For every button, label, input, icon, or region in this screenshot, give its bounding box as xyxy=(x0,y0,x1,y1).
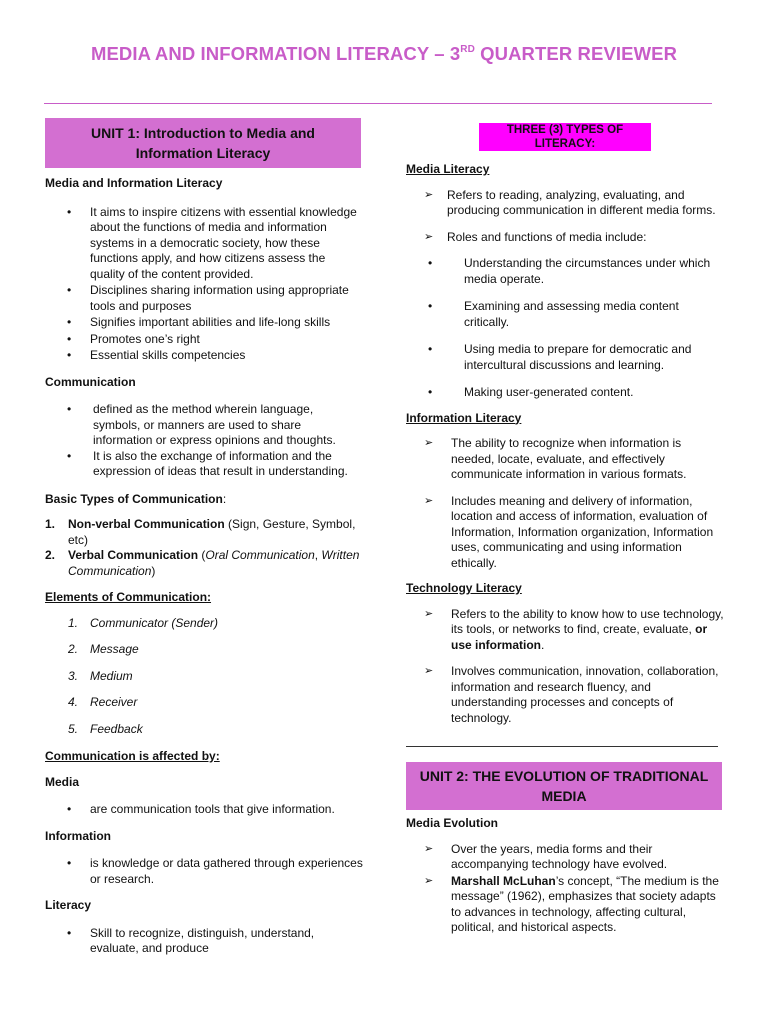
media-heading: Media xyxy=(45,774,80,789)
element-label: Message xyxy=(90,642,139,656)
communication-item: • It is also the exchange of information and the expression of ideas that result in understanding. xyxy=(45,449,363,480)
role-text: Examining and assessing media content critically. xyxy=(464,299,679,329)
mil-heading: Media and Information Literacy xyxy=(45,176,223,190)
communication-item: • defined as the method wherein language, symbols, or manners are used to share information or express opinions and thoughts. xyxy=(45,402,363,449)
element-item xyxy=(45,642,363,658)
basic-types-list xyxy=(45,517,363,579)
basic-type-name: Non-verbal Communication xyxy=(68,517,225,531)
information-literacy-item: ➢ Includes meaning and delivery of information, location and access of information, evaluation of Information, Information organization, Information uses, communicating and using information ethically. xyxy=(406,494,724,572)
technology-literacy-list xyxy=(406,607,724,727)
mil-item: • Signifies important abilities and life-long skills xyxy=(45,315,363,331)
basic-type-number: 2. xyxy=(45,548,56,562)
literacy-heading: Literacy xyxy=(45,898,92,912)
literacy-item: • Skill to recognize, distinguish, understand, evaluate, and produce xyxy=(45,926,363,957)
element-number: 4. xyxy=(68,695,79,709)
unit2-title-box: UNIT 2: THE EVOLUTION OF TRADITIONAL MEDIA xyxy=(406,762,722,810)
mil-item: • Promotes one’s right xyxy=(45,332,363,348)
mil-item: • It aims to inspire citizens with essential knowledge about the functions of media and information systems in a democratic society, how these functions apply, and how citizens assess the quality of the content provided. xyxy=(45,205,363,283)
tech-item-period: . xyxy=(541,637,545,652)
basic-type-name: Verbal Communication xyxy=(68,548,199,562)
element-label: Feedback xyxy=(90,721,143,736)
communication-list xyxy=(45,402,363,480)
information-literacy-heading: Information Literacy xyxy=(406,410,522,425)
title-superscript: RD xyxy=(460,44,475,55)
role-item xyxy=(406,342,724,373)
element-item xyxy=(45,616,363,632)
media-evolution-heading: Media Evolution xyxy=(406,816,499,830)
media-evolution-item xyxy=(406,874,724,936)
page-title xyxy=(0,43,768,64)
element-label: Communicator (Sender) xyxy=(90,615,219,630)
unit1-title-box: UNIT 1: Introduction to Media and Information Literacy xyxy=(45,118,361,168)
elements-heading: Elements of Communication: xyxy=(45,590,212,604)
role-text: Understanding the circumstances under which media operate. xyxy=(464,256,711,286)
element-number: 1. xyxy=(68,615,79,630)
media-literacy-heading: Media Literacy xyxy=(406,162,490,176)
role-item xyxy=(406,299,724,330)
information-literacy-list xyxy=(406,436,724,571)
media-literacy-list xyxy=(406,188,724,246)
mcluhan-name: Marshall McLuhan xyxy=(451,873,556,888)
element-number: 2. xyxy=(68,642,79,656)
media-evolution-item: ➢ Over the years, media forms and their accompanying technology have evolved. xyxy=(406,842,724,873)
media-literacy-item: ➢ Refers to reading, analyzing, evaluating, and producing communication in different media forms. xyxy=(406,188,724,219)
technology-literacy-heading: Technology Literacy xyxy=(406,581,522,595)
right-column xyxy=(406,123,724,936)
roles-list xyxy=(406,256,724,401)
element-item xyxy=(45,695,363,711)
element-item xyxy=(45,722,363,738)
section-divider xyxy=(406,746,718,747)
basic-type-item xyxy=(45,548,363,579)
basic-type-detail-written: Written Communication xyxy=(68,548,360,578)
title-end: QUARTER REVIEWER xyxy=(474,43,678,64)
basic-type-close: ) xyxy=(151,563,156,578)
basic-types-heading-text: Basic Types of Communication xyxy=(45,491,223,506)
basic-type-detail-oral: Oral Communication xyxy=(205,548,315,562)
mil-item: • Disciplines sharing information using appropriate tools and purposes xyxy=(45,283,363,314)
element-number: 3. xyxy=(68,668,79,683)
basic-type-detail: (Sign, Gesture, Symbol, etc) xyxy=(68,517,356,547)
types-of-literacy-label: THREE (3) TYPES OF LITERACY: xyxy=(479,123,651,151)
element-number: 5. xyxy=(68,721,79,736)
technology-literacy-item xyxy=(406,607,724,654)
media-item: • are communication tools that give information. xyxy=(45,802,363,818)
communication-heading: Communication xyxy=(45,374,136,389)
mil-item: • Essential skills competencies xyxy=(45,348,363,364)
basic-type-open: ( xyxy=(198,548,206,562)
media-literacy-item: ➢ Roles and functions of media include: xyxy=(406,230,724,246)
tech-item-text: Refers to the ability to know how to use technology, its tools, or networks to find, create, evaluate, xyxy=(451,606,724,636)
role-item xyxy=(406,256,724,287)
elements-list xyxy=(45,616,363,738)
left-column xyxy=(45,118,363,957)
basic-type-sep: , xyxy=(314,548,322,562)
tech-item-bold: or use information xyxy=(451,622,708,652)
mil-list xyxy=(45,205,363,364)
element-label: Receiver xyxy=(90,695,138,709)
element-item xyxy=(45,669,363,685)
element-label: Medium xyxy=(90,668,133,683)
role-text: Using media to prepare for democratic and intercultural discussions and learning. xyxy=(464,342,692,372)
information-literacy-item: ➢ The ability to recognize when information is needed, locate, evaluate, and effectively communicate information in various formats. xyxy=(406,436,724,483)
role-item xyxy=(406,385,724,401)
role-text: Making user-generated content. xyxy=(464,385,634,399)
basic-type-item xyxy=(45,517,363,548)
mcluhan-text: ’s concept, “The medium is the message” (1962), emphasizes that society adapts to advances in technology, affecting cultural, political, and historical aspects. xyxy=(451,873,719,934)
affected-heading: Communication is affected by: xyxy=(45,749,220,763)
technology-literacy-item: ➢ Involves communication, innovation, collaboration, information and research fluency, and understanding processes and concepts of technology. xyxy=(406,664,724,726)
media-evolution-list xyxy=(406,842,724,936)
title-divider xyxy=(44,103,712,104)
basic-types-heading xyxy=(45,492,363,508)
information-heading: Information xyxy=(45,828,111,843)
basic-type-number: 1. xyxy=(45,517,56,531)
basic-types-colon: : xyxy=(222,491,227,506)
information-item: • is knowledge or data gathered through experiences or research. xyxy=(45,856,363,887)
title-main: MEDIA AND INFORMATION LITERACY – 3 xyxy=(90,43,461,64)
